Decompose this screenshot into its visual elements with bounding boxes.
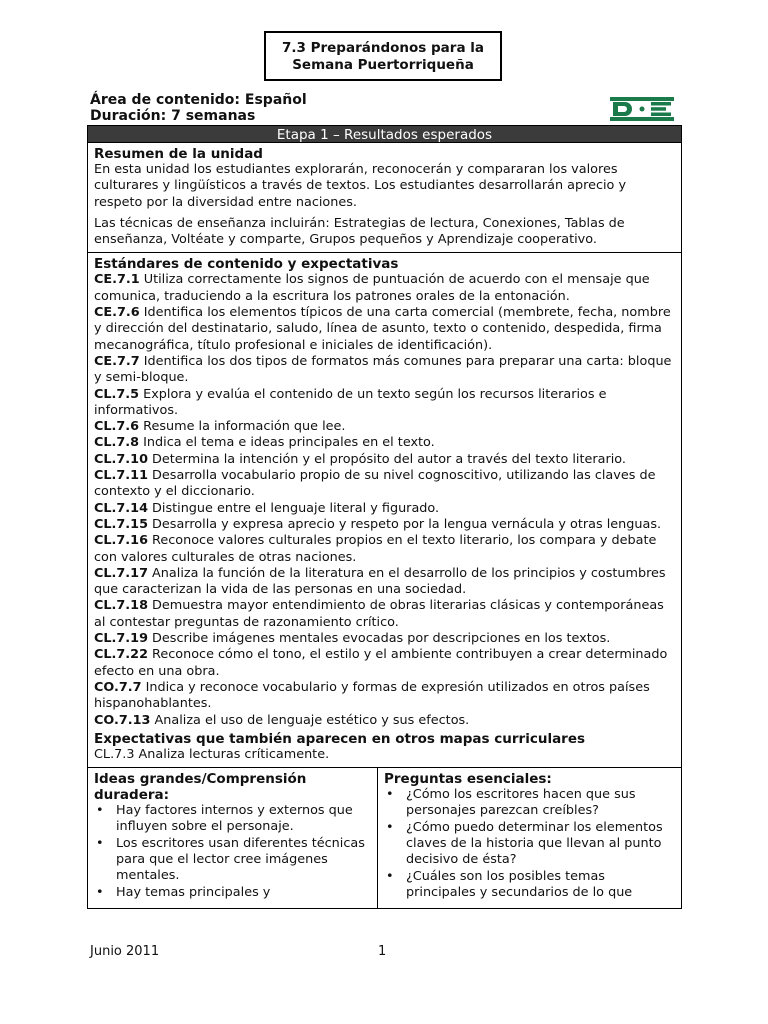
- meta-block: [90, 92, 307, 124]
- standards-section: [87, 253, 682, 768]
- essential-questions-list: [384, 787, 675, 901]
- also-expectations-heading: Expectativas que también aparecen en otros mapas curriculares: [94, 730, 586, 747]
- standard-item: CL.7.16 Reconoce valores culturales propios en el texto literario, los compara y debate con valores culturales de otras naciones.: [94, 533, 657, 565]
- list-item: • Los escritores usan diferentes técnicas para que el lector cree imágenes mentales.: [94, 836, 371, 885]
- standard-item: CL.7.19 Describe imágenes mentales evocadas por descripciones en los textos.: [94, 631, 611, 647]
- standard-code: CL.7.8: [94, 435, 140, 451]
- standard-item: CE.7.7 Identifica los dos tipos de formatos más comunes para preparar una carta: bloque y semi-bloque.: [94, 353, 672, 386]
- standard-code: CE.7.7: [94, 353, 140, 369]
- list-item: • Hay factores internos y externos que influyen sobre el personaje.: [94, 803, 371, 836]
- standard-item: CL.7.14 Distingue entre el lenguaje literal y figurado.: [94, 500, 440, 516]
- standard-item: CL.7.22 Reconoce cómo el tono, el estilo y el ambiente contribuyen a crear determinado efecto en una obra.: [94, 647, 668, 679]
- standard-code: CL.7.17: [94, 565, 148, 581]
- list-item: • ¿Cómo puedo determinar los elementos claves de la historia que llevan al punto decisivo de ésta?: [384, 820, 675, 869]
- big-ideas-list: [94, 803, 371, 901]
- summary-paragraph-1: En esta unidad los estudiantes explorarán, reconocerán y compararan los valores culturares y lingüísticos a través de textos. Los estudiantes desarrollarán aprecio y respeto por la diversidad entre naciones.: [94, 162, 627, 210]
- duration: Duración: 7 semanas: [90, 108, 256, 124]
- summary-paragraph-2: Las técnicas de enseñanza incluirán: Estrategias de lectura, Conexiones, Tablas de enseñanza, Voltéate y comparte, Grupos pequeños y Aprendizaje cooperativo.: [94, 215, 625, 248]
- standard-item: CL.7.18 Demuestra mayor entendimiento de obras literarias clásicas y contemporáneas al contestar preguntas de razonamiento crítico.: [94, 598, 664, 630]
- standard-item: CL.7.10 Determina la intención y el propósito del autor a través del texto literario.: [94, 451, 626, 467]
- de-logo-icon: [609, 96, 675, 122]
- footer-date: Junio 2011: [90, 944, 160, 959]
- standard-code: CL.7.6: [94, 419, 140, 435]
- standard-item: CL.7.17 Analiza la función de la literatura en el desarrollo de los principios y costumbres que caracterizan la vida de las personas en una sociedad.: [94, 565, 666, 598]
- standard-code: CO.7.7: [94, 679, 142, 695]
- standard-code: CL.7.14: [94, 500, 148, 516]
- document-body: [87, 125, 682, 909]
- standard-item: CO.7.7 Indica y reconoce vocabulario y formas de expresión utilizados en otros países hispanohablantes.: [94, 679, 650, 712]
- list-item: • ¿Cuáles son los posibles temas principales y secundarios de lo que: [384, 869, 675, 902]
- standard-code: CL.7.10: [94, 451, 148, 467]
- standard-item: CO.7.13 Analiza el uso de lenguaje estético y sus efectos.: [94, 712, 470, 728]
- essential-questions-heading: Preguntas esenciales:: [384, 771, 552, 788]
- stage-header: Etapa 1 – Resultados esperados: [87, 125, 682, 143]
- list-item: • ¿Cómo los escritores hacen que sus personajes parezcan creíbles?: [384, 787, 675, 820]
- standard-code: CL.7.5: [94, 386, 140, 402]
- title-line-2: Semana Puertorriqueña: [292, 57, 474, 73]
- standard-code: CL.7.22: [94, 647, 148, 663]
- standard-item: CL.7.8 Indica el tema e ideas principales en el texto.: [94, 435, 435, 451]
- standard-code: CO.7.13: [94, 712, 151, 728]
- content-area: Área de contenido: Español: [90, 92, 307, 108]
- essential-questions-column: [378, 768, 681, 908]
- big-ideas-heading-line-1: Ideas grandes/Comprensión: [94, 771, 307, 788]
- footer-page-number: 1: [378, 944, 387, 959]
- standards-heading: Estándares de contenido y expectativas: [94, 256, 399, 273]
- standard-item: CL.7.11 Desarrolla vocabulario propio de su nivel cognoscitivo, utilizando las claves de contexto y el diccionario.: [94, 468, 656, 500]
- ideas-questions-table: [87, 768, 682, 909]
- standard-code: CL.7.19: [94, 631, 148, 647]
- standard-code: CL.7.16: [94, 533, 148, 549]
- standard-code: CL.7.11: [94, 468, 148, 484]
- big-ideas-heading-line-2: duradera:: [94, 787, 170, 804]
- title-line-1: 7.3 Preparándonos para la: [281, 40, 484, 56]
- standard-code: CL.7.15: [94, 516, 148, 532]
- standard-item: CE.7.6 Identifica los elementos típicos de una carta comercial (membrete, fecha, nombre y dirección del destinatario, saludo, línea de asunto, texto o contenido, despedida, firma mecanográfica, título profesional e iniciales de identificación).: [94, 305, 671, 353]
- document-title-box: [264, 31, 502, 81]
- big-ideas-column: [88, 768, 378, 908]
- standard-code: CE.7.1: [94, 272, 140, 288]
- standard-item: CL.7.5 Explora y evalúa el contenido de un texto según los recursos literarios e informativos.: [94, 386, 607, 418]
- standard-code: CE.7.6: [94, 305, 140, 321]
- standard-item: CL.7.15 Desarrolla y expresa aprecio y respeto por la lengua vernácula y otras lenguas.: [94, 516, 662, 532]
- list-item: • Hay temas principales y: [94, 885, 371, 901]
- summary-heading: Resumen de la unidad: [94, 146, 263, 162]
- standard-item: CE.7.1 Utiliza correctamente los signos de puntuación de acuerdo con el mensaje que comunica, traduciendo a la escritura los patrones orales de la entonación.: [94, 272, 650, 304]
- summary-section: [87, 143, 682, 253]
- also-expectations-text: CL.7.3 Analiza lecturas críticamente.: [94, 746, 330, 762]
- standard-item: CL.7.6 Resume la información que lee.: [94, 419, 346, 435]
- standard-code: CL.7.18: [94, 598, 148, 614]
